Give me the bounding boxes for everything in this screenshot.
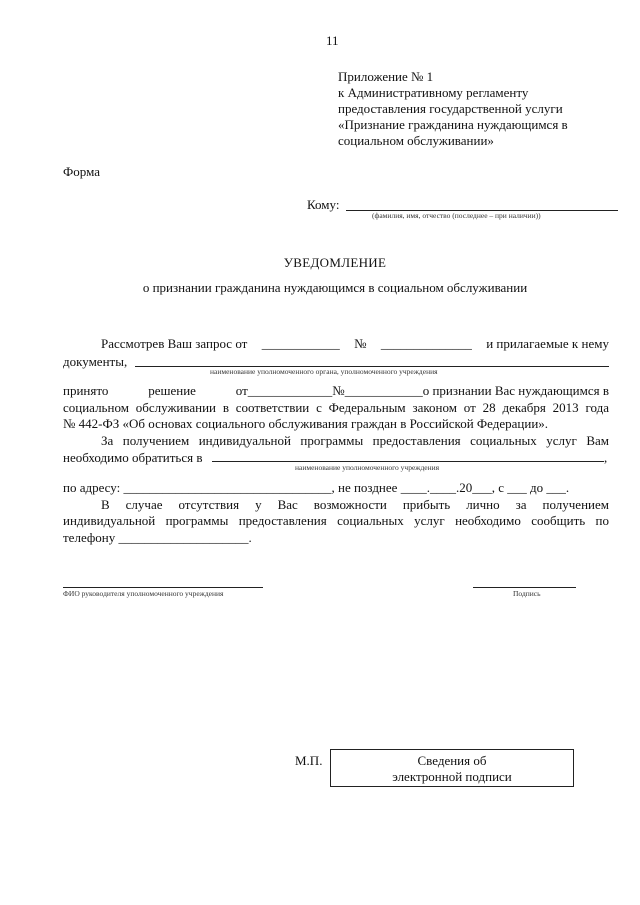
- address-line: по адресу: ________________________________, не позднее ____.____.20___, с ___ до ___.: [63, 480, 570, 495]
- e-signature-line-2: электронной подписи: [392, 769, 512, 784]
- decision-line-2: социальном обслуживании в соответствии с Федеральным законом от 28 декабря 2013 года: [63, 400, 609, 415]
- institution-name-line: [212, 461, 604, 462]
- year-blank: ___: [472, 480, 492, 495]
- phone-blank: ____________________: [118, 530, 249, 545]
- signature-caption: Подпись: [513, 589, 541, 598]
- annex-line: социальном обслуживании»: [338, 133, 494, 148]
- annex-line: предоставления государственной услуги: [338, 101, 563, 116]
- contact-line-3: телефону ____________________.: [63, 530, 252, 545]
- form-label: Форма: [63, 164, 100, 179]
- attached-text: и прилагаемые к нему: [486, 336, 609, 351]
- number-sign: №: [354, 336, 367, 351]
- time-to-blank: ___: [546, 480, 566, 495]
- time-from-blank: ___: [507, 480, 527, 495]
- signature-line: [473, 587, 576, 588]
- program-line-2: необходимо обратиться в: [63, 450, 203, 465]
- month-blank: ____: [429, 480, 456, 495]
- request-date-blank: ____________: [261, 336, 340, 351]
- document-subtitle: о признании гражданина нуждающимся в социальном обслуживании: [142, 280, 528, 295]
- phone-label: телефону: [63, 530, 116, 545]
- page-number: 11: [326, 33, 339, 48]
- address-blank: ________________________________: [123, 480, 332, 495]
- decision-from: от_____________№____________о признании Вас нуждающимся в: [235, 383, 609, 398]
- decision-number-blank: ____________: [344, 383, 423, 398]
- number-sign: №: [332, 383, 345, 398]
- deadline-text: , не позднее: [331, 480, 398, 495]
- document-title: УВЕДОМЛЕНИЕ: [283, 255, 387, 270]
- annex-block: [338, 69, 568, 149]
- institution-caption: наименование уполномоченного учреждения: [295, 463, 440, 472]
- fio-line: [63, 587, 263, 588]
- annex-line: к Административному регламенту: [338, 85, 529, 100]
- decision-date-blank: _____________: [247, 383, 333, 398]
- to-caption: (фамилия, имя, отчество (последнее – при наличии)): [372, 211, 541, 220]
- stamp-label: М.П.: [295, 753, 323, 768]
- documents-label: документы,: [63, 354, 128, 369]
- request-text: Рассмотрев Ваш запрос от: [101, 336, 248, 351]
- fio-caption: ФИО руководителя уполномоченного учреждения: [63, 589, 224, 598]
- e-signature-box: [330, 749, 574, 787]
- program-comma: ,: [604, 450, 608, 465]
- request-number-blank: ______________: [380, 336, 472, 351]
- decision-word: принято: [63, 383, 109, 398]
- annex-line: «Признание гражданина нуждающимся в: [338, 117, 568, 132]
- contact-line-1: В случае отсутствия у Вас возможности прибыть лично за получением: [101, 497, 609, 512]
- decision-line: [63, 383, 609, 399]
- request-line: [101, 336, 609, 352]
- authority-caption: наименование уполномоченного органа, уполномоченного учреждения: [210, 367, 438, 376]
- to-label: Кому:: [307, 197, 340, 212]
- program-line-1: За получением индивидуальной программы предоставления социальных услуг Вам: [101, 433, 609, 448]
- decision-line-3: № 442-ФЗ «Об основах социального обслуживания граждан в Российской Федерации».: [63, 416, 549, 431]
- annex-line: Приложение № 1: [338, 69, 434, 84]
- decision-word: решение: [148, 383, 196, 398]
- contact-line-2: индивидуальной программы предоставления социальных услуг необходимо сообщить по: [63, 513, 609, 528]
- address-label: по адресу:: [63, 480, 121, 495]
- day-blank: ____: [400, 480, 427, 495]
- e-signature-line-1: Сведения об: [417, 753, 487, 768]
